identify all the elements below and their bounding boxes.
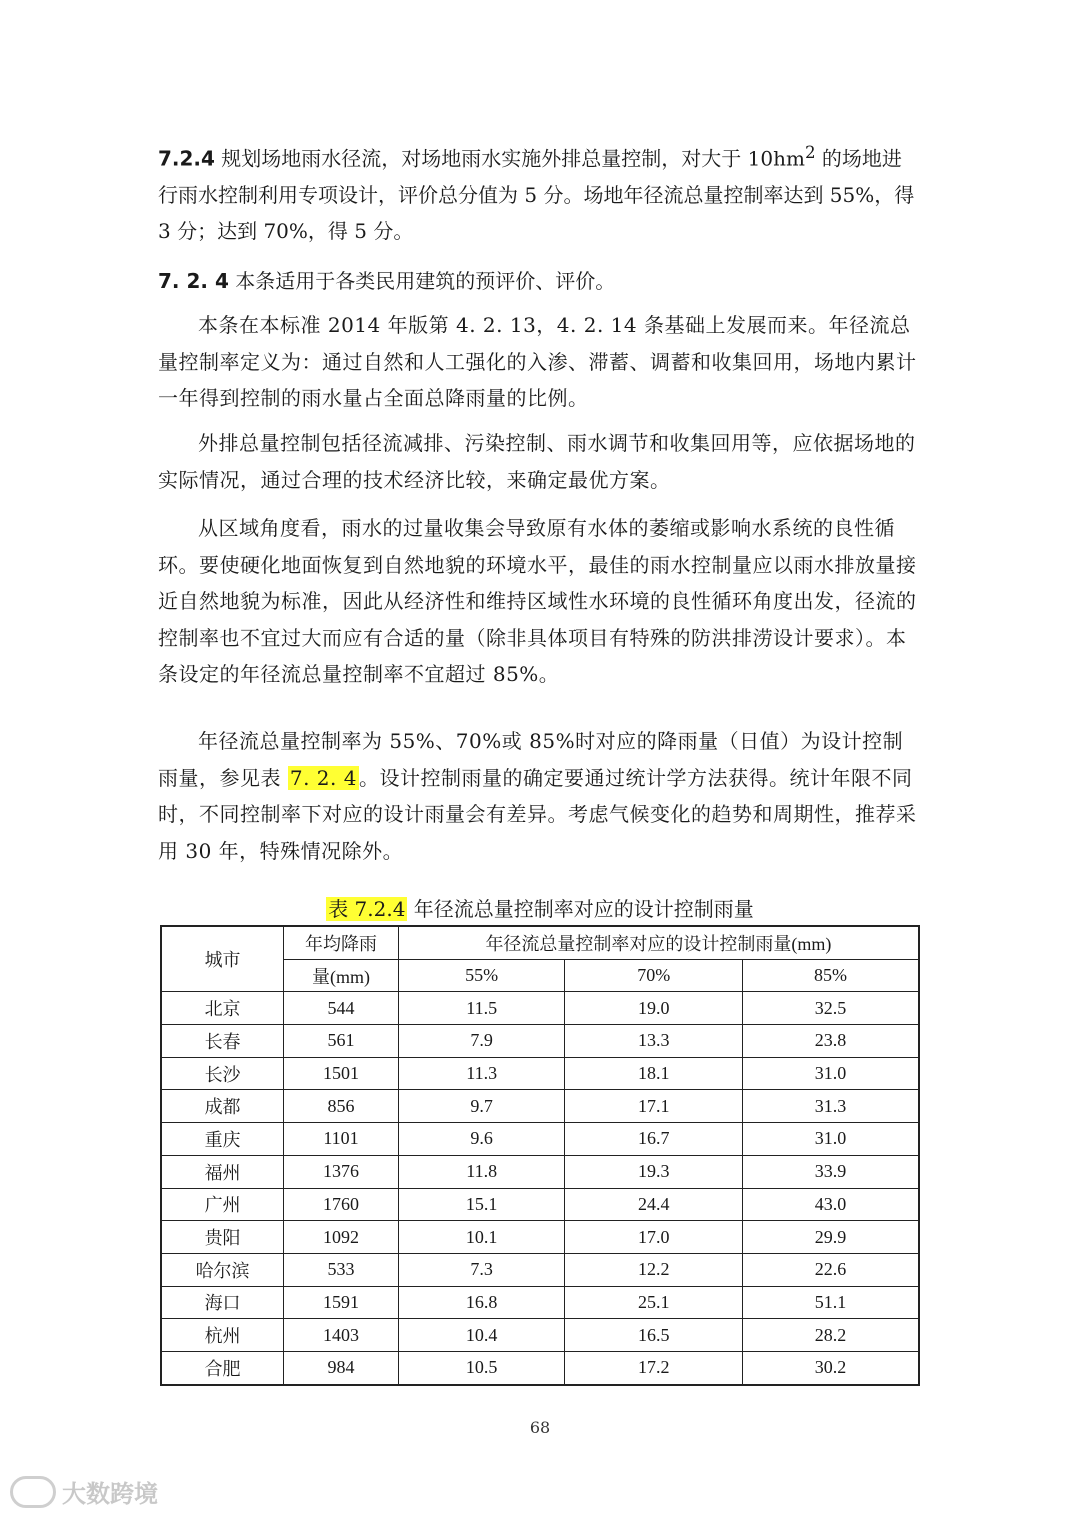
cell-annual-rainfall: 544 — [284, 992, 399, 1025]
table-row — [161, 1057, 919, 1090]
clause-superscript: 2 — [804, 143, 816, 162]
cell-rate-55: 11.3 — [398, 1057, 565, 1090]
cell-annual-rainfall: 1376 — [284, 1155, 399, 1188]
cell-annual-rainfall: 1403 — [284, 1319, 399, 1352]
cell-rate-70: 17.2 — [565, 1351, 743, 1384]
cell-city: 福州 — [161, 1155, 284, 1188]
header-city: 城市 — [161, 926, 284, 992]
clause-text-continued: 的场地进行雨水控制利用专项设计，评价总分值为 5 分。场地年径流总量控制率达到 55%，得 3 分；达到 70%，得 5 分。 — [158, 146, 915, 243]
cell-rate-55: 15.1 — [398, 1188, 565, 1221]
explanation-paragraph-4 — [158, 723, 918, 869]
cell-rate-85: 31.0 — [742, 1057, 919, 1090]
table-reference-highlight: 7. 2. 4 — [289, 765, 357, 790]
cell-annual-rainfall: 984 — [284, 1351, 399, 1384]
table-row — [161, 1188, 919, 1221]
cell-rate-55: 16.8 — [398, 1286, 565, 1319]
explanation-number: 7. 2. 4 — [158, 269, 229, 293]
cell-rate-55: 10.5 — [398, 1351, 565, 1384]
explanation-paragraph-3: 从区域角度看，雨水的过量收集会导致原有水体的萎缩或影响水系统的良性循环。要使硬化地面恢复到自然地貌的环境水平，最佳的雨水控制量应以雨水排放量接近自然地貌为标准，因此从经济性和维持区域性水环境的良性循环角度出发，径流的控制率也不宜过大而应有合适的量（除非具体项目有特殊的防洪排涝设计要求）。本条设定的年径流总量控制率不宜超过 85%。 — [158, 516, 917, 686]
cell-city: 海口 — [161, 1286, 284, 1319]
clause-7-2-4 — [158, 135, 918, 249]
cell-city: 哈尔滨 — [161, 1253, 284, 1286]
cell-rate-85: 51.1 — [742, 1286, 919, 1319]
explanation-head-text: 本条适用于各类民用建筑的预评价、评价。 — [228, 269, 616, 293]
rainfall-table — [160, 925, 920, 1386]
cell-city: 长沙 — [161, 1057, 284, 1090]
cell-annual-rainfall: 561 — [284, 1025, 399, 1058]
table-caption-text: 年径流总量控制率对应的设计控制雨量 — [407, 897, 754, 921]
cell-rate-70: 16.5 — [565, 1319, 743, 1352]
explanation-paragraph-2: 外排总量控制包括径流减排、污染控制、雨水调节和收集回用等，应依据场地的实际情况，通过合理的技术经济比较，来确定最优方案。 — [158, 431, 916, 492]
header-annual-rainfall-unit: 量(mm) — [284, 959, 399, 992]
header-rate-70: 70% — [565, 959, 743, 992]
clause-number: 7.2.4 — [158, 146, 215, 171]
cell-rate-70: 25.1 — [565, 1286, 743, 1319]
table-row — [161, 1253, 919, 1286]
cell-annual-rainfall: 1501 — [284, 1057, 399, 1090]
table-row — [161, 1155, 919, 1188]
cell-rate-85: 22.6 — [742, 1253, 919, 1286]
cell-rate-70: 19.0 — [565, 992, 743, 1025]
cell-rate-85: 31.3 — [742, 1090, 919, 1123]
cell-rate-85: 32.5 — [742, 992, 919, 1025]
cell-rate-70: 18.1 — [565, 1057, 743, 1090]
cell-annual-rainfall: 533 — [284, 1253, 399, 1286]
cell-annual-rainfall: 1092 — [284, 1221, 399, 1254]
weibo-logo-icon — [10, 1476, 56, 1508]
cell-annual-rainfall: 1591 — [284, 1286, 399, 1319]
cell-rate-55: 10.1 — [398, 1221, 565, 1254]
cell-rate-85: 28.2 — [742, 1319, 919, 1352]
cell-city: 贵阳 — [161, 1221, 284, 1254]
paragraph-4-text-b: 。设计控制雨量的确定要通过统计学方法获得。统计年限不同时，不同控制率下对应的设计雨量会有差异。考虑气候变化的趋势和周期性，推荐采用 30 年，特殊情况除外。 — [158, 765, 917, 863]
cell-city: 杭州 — [161, 1319, 284, 1352]
table-row — [161, 1123, 919, 1156]
cell-rate-55: 9.6 — [398, 1123, 565, 1156]
watermark — [10, 1474, 158, 1509]
cell-rate-55: 11.5 — [398, 992, 565, 1025]
table-row — [161, 1319, 919, 1352]
table-row — [161, 1090, 919, 1123]
table-row — [161, 1025, 919, 1058]
table-caption-ref: 表 7.2.4 — [328, 897, 406, 921]
cell-city: 成都 — [161, 1090, 284, 1123]
table-body — [161, 992, 919, 1385]
cell-rate-70: 12.2 — [565, 1253, 743, 1286]
cell-rate-70: 13.3 — [565, 1025, 743, 1058]
cell-rate-70: 17.0 — [565, 1221, 743, 1254]
header-control-rainfall-group: 年径流总量控制率对应的设计控制雨量(mm) — [398, 926, 919, 959]
cell-rate-55: 9.7 — [398, 1090, 565, 1123]
cell-city: 北京 — [161, 992, 284, 1025]
clause-text: 规划场地雨水径流，对场地雨水实施外排总量控制，对大于 10hm — [214, 146, 805, 171]
table-caption — [0, 894, 1080, 924]
cell-city: 长春 — [161, 1025, 284, 1058]
table-row — [161, 1221, 919, 1254]
cell-annual-rainfall: 1101 — [284, 1123, 399, 1156]
table-row — [161, 992, 919, 1025]
cell-rate-70: 24.4 — [565, 1188, 743, 1221]
cell-rate-70: 16.7 — [565, 1123, 743, 1156]
cell-city: 合肥 — [161, 1351, 284, 1384]
cell-rate-55: 7.9 — [398, 1025, 565, 1058]
cell-city: 重庆 — [161, 1123, 284, 1156]
header-rate-85: 85% — [742, 959, 919, 992]
cell-rate-70: 17.1 — [565, 1090, 743, 1123]
page-number: 68 — [529, 1418, 551, 1437]
cell-rate-70: 19.3 — [565, 1155, 743, 1188]
cell-rate-85: 29.9 — [742, 1221, 919, 1254]
cell-annual-rainfall: 856 — [284, 1090, 399, 1123]
table-row — [161, 1351, 919, 1384]
cell-annual-rainfall: 1760 — [284, 1188, 399, 1221]
header-rate-55: 55% — [398, 959, 565, 992]
cell-rate-85: 43.0 — [742, 1188, 919, 1221]
explanation-heading — [158, 263, 918, 299]
cell-rate-55: 11.8 — [398, 1155, 565, 1188]
explanation-paragraph-1: 本条在本标准 2014 年版第 4. 2. 13，4. 2. 14 条基础上发展而来。年径流总量控制率定义为：通过自然和人工强化的入渗、滞蓄、调蓄和收集回用，场地内累计一年得到控制的雨水量占全面总降雨量的比例。 — [158, 313, 917, 410]
cell-rate-85: 30.2 — [742, 1351, 919, 1384]
table-header-row — [161, 926, 919, 959]
table-row — [161, 1286, 919, 1319]
cell-rate-55: 7.3 — [398, 1253, 565, 1286]
cell-rate-85: 33.9 — [742, 1155, 919, 1188]
watermark-text: 大数跨境 — [62, 1480, 158, 1508]
cell-rate-85: 31.0 — [742, 1123, 919, 1156]
paragraph-4-text-a: 年径流总量控制率为 55%、70%或 85%时对应的降雨量（日值）为设计控制雨量，参见表 — [158, 729, 904, 790]
cell-city: 广州 — [161, 1188, 284, 1221]
cell-rate-55: 10.4 — [398, 1319, 565, 1352]
header-annual-rainfall: 年均降雨 — [284, 926, 399, 959]
cell-rate-85: 23.8 — [742, 1025, 919, 1058]
